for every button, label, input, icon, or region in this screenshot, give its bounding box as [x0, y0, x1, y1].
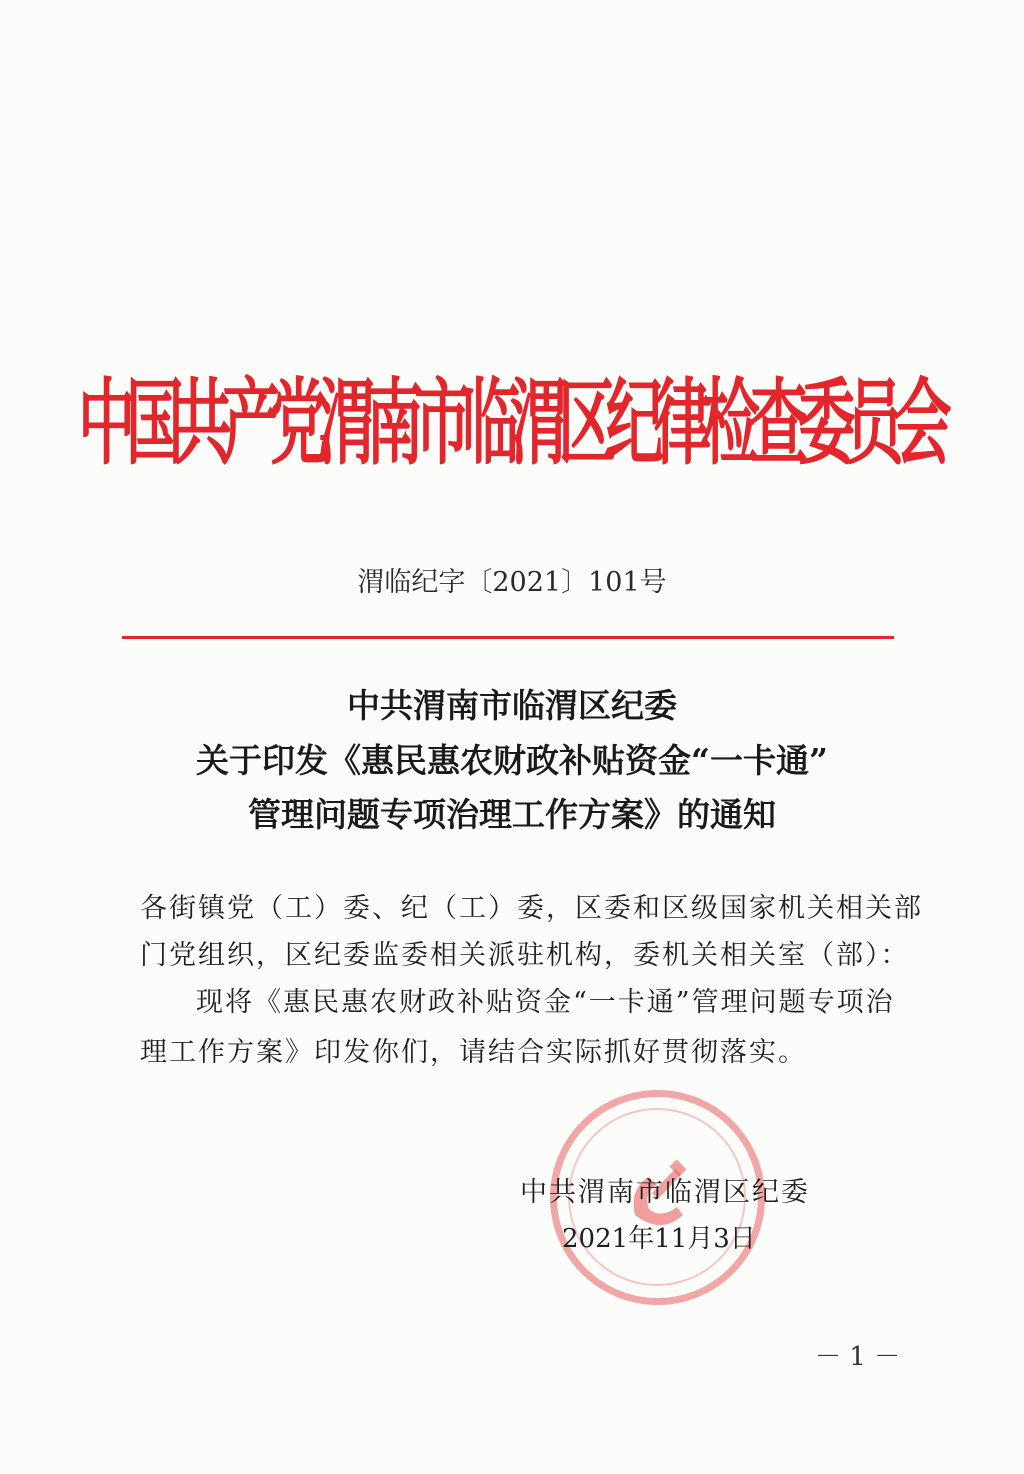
body-line-4: 理工作方案》印发你们，请结合实际抓好贯彻落实。	[140, 1037, 807, 1068]
red-divider-line	[122, 636, 894, 639]
body-line-2: 门党组织，区纪委监委相关派驻机构，委机关相关室（部）：	[140, 940, 910, 971]
signature-date: 2021年11月3日	[562, 1224, 756, 1254]
body-line-3: 现将《惠民惠农财政补贴资金“一卡通”管理问题专项治	[196, 987, 895, 1018]
title-line-1: 中共渭南市临渭区纪委	[347, 686, 677, 725]
document-number: 渭临纪字〔2021〕101号	[357, 567, 667, 598]
signature-organization: 中共渭南市临渭区纪委	[520, 1177, 810, 1208]
body-line-1: 各街镇党（工）委、纪（工）委，区委和区级国家机关相关部	[140, 893, 923, 924]
title-line-2: 关于印发《惠民惠农财政补贴资金“一卡通”	[196, 741, 828, 780]
title-line-3: 管理问题专项治理工作方案》的通知	[248, 795, 776, 834]
masthead-title: 中国共产党渭南市临渭区纪律检查委员会	[78, 366, 943, 478]
page-number: － 1 －	[815, 1342, 901, 1372]
